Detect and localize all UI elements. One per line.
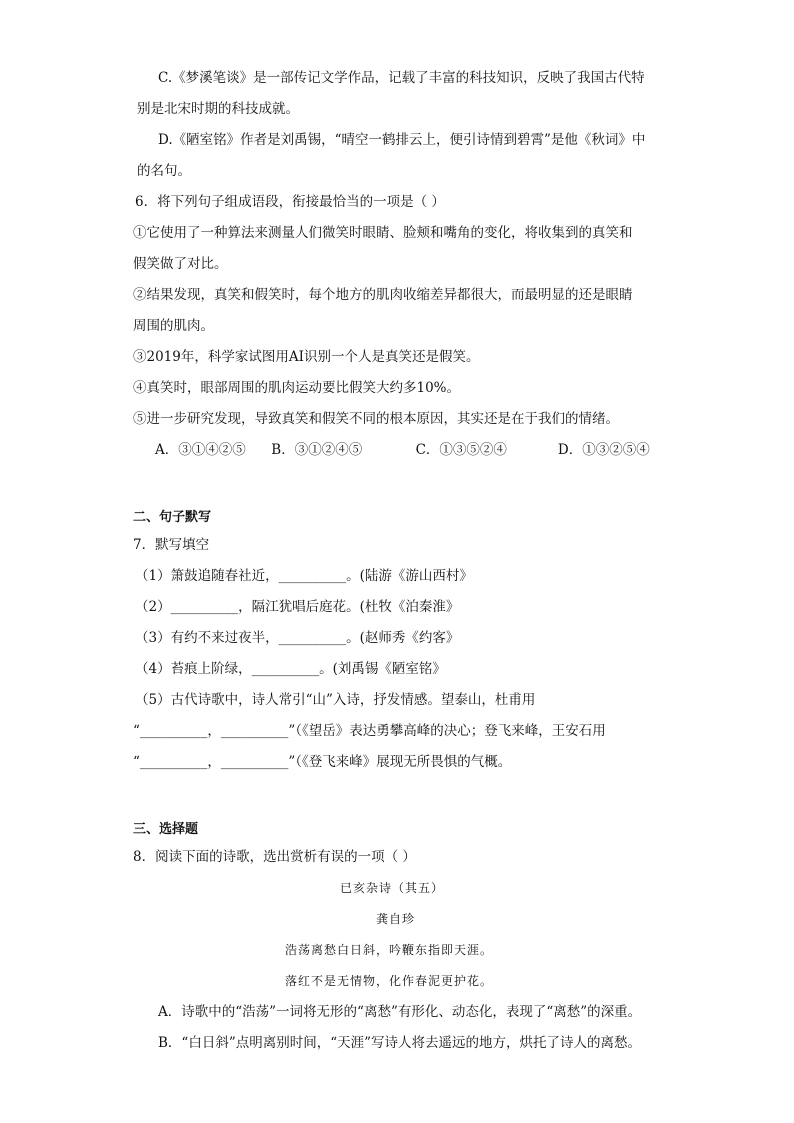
q8-stem: 8．阅读下面的诗歌，选出赏析有误的一项（ ） [133, 849, 416, 865]
q7-item-5-line2: “__________，__________”（《望岳》表达勇攀高峰的决心；登飞来峰，王安石用 [133, 723, 606, 739]
q6-sentence-1-line2: 假笑做了对比。 [133, 256, 228, 272]
q6-sentence-1-line1: ①它使用了一种算法来测量人们微笑时眼睛、脸颊和嘴角的变化，将收集到的真笑和 [133, 225, 633, 241]
poem-line-2: 落红不是无情物，化作春泥更护花。 [285, 974, 494, 988]
q8-option-a[interactable]: A．诗歌中的“浩荡”一词将无形的“离愁”有形化、动态化，表现了“离愁”的深重。 [158, 1004, 642, 1020]
section-3-heading: 三、选择题 [133, 822, 199, 837]
section-2-heading: 二、句子默写 [133, 510, 212, 525]
q7-item-1: （1）箫鼓追随春社近，__________。(陆游《游山西村》 [135, 568, 473, 584]
q5-option-c-line2: 别是北宋时期的科技成就。 [137, 101, 299, 117]
q8-option-b[interactable]: B．“白日斜”点明离别时间，“天涯”写诗人将去遥远的地方，烘托了诗人的离愁。 [158, 1035, 642, 1051]
q5-option-c-line1: C.《梦溪笔谈》是一部传记文学作品，记载了丰富的科技知识，反映了我国古代特 [158, 70, 645, 86]
poem-author: 龚自珍 [376, 912, 416, 926]
q5-option-d-line1: D.《陋室铭》作者是刘禹锡，“晴空一鹤排云上，便引诗情到碧霄”是他《秋词》中 [158, 132, 646, 148]
q6-options [155, 440, 650, 460]
q7-item-3: （3）有约不来过夜半，__________。(赵师秀《约客》 [135, 630, 460, 646]
q6-option-a[interactable]: A．③①④②⑤ [155, 442, 246, 458]
q6-sentence-4: ④真笑时，眼部周围的肌肉运动要比假笑大约多10%。 [133, 380, 461, 396]
poem-line-1: 浩荡离愁白日斜，吟鞭东指即天涯。 [285, 943, 494, 957]
q6-sentence-3: ③2019年，科学家试图用AI识别一个人是真笑还是假笑。 [133, 349, 480, 365]
q6-option-b[interactable]: B．③①②④⑤ [271, 442, 363, 458]
q7-item-2: （2）__________，隔江犹唱后庭花。(杜牧《泊秦淮》 [135, 599, 460, 615]
q6-sentence-5: ⑤进一步研究发现，导致真笑和假笑不同的根本原因，其实还是在于我们的情绪。 [133, 411, 619, 427]
q5-option-d-line2: 的名句。 [137, 163, 191, 179]
q6-option-c[interactable]: C．①③⑤②④ [415, 442, 507, 458]
q7-stem: 7．默写填空 [133, 537, 210, 553]
q6-stem: 6．将下列句子组成语段，衔接最恰当的一项是（ ） [135, 194, 445, 210]
q7-item-5-line3: “__________，__________”（《登飞来峰》展现无所畏惧的气概。 [133, 754, 512, 770]
poem-title: 已亥杂诗（其五） [340, 881, 445, 895]
q7-item-5: （5）古代诗歌中，诗人常引“山”入诗，抒发情感。望泰山，杜甫用 [135, 692, 536, 708]
q6-sentence-2-line1: ②结果发现，真笑和假笑时，每个地方的肌肉收缩差异都很大，而最明显的还是眼睛 [133, 287, 633, 303]
q6-sentence-2-line2: 周围的肌肉。 [133, 318, 214, 334]
q7-item-4: （4）苔痕上阶绿，__________。(刘禹锡《陋室铭》 [135, 661, 446, 677]
q6-option-d[interactable]: D．①③②⑤④ [557, 442, 650, 458]
